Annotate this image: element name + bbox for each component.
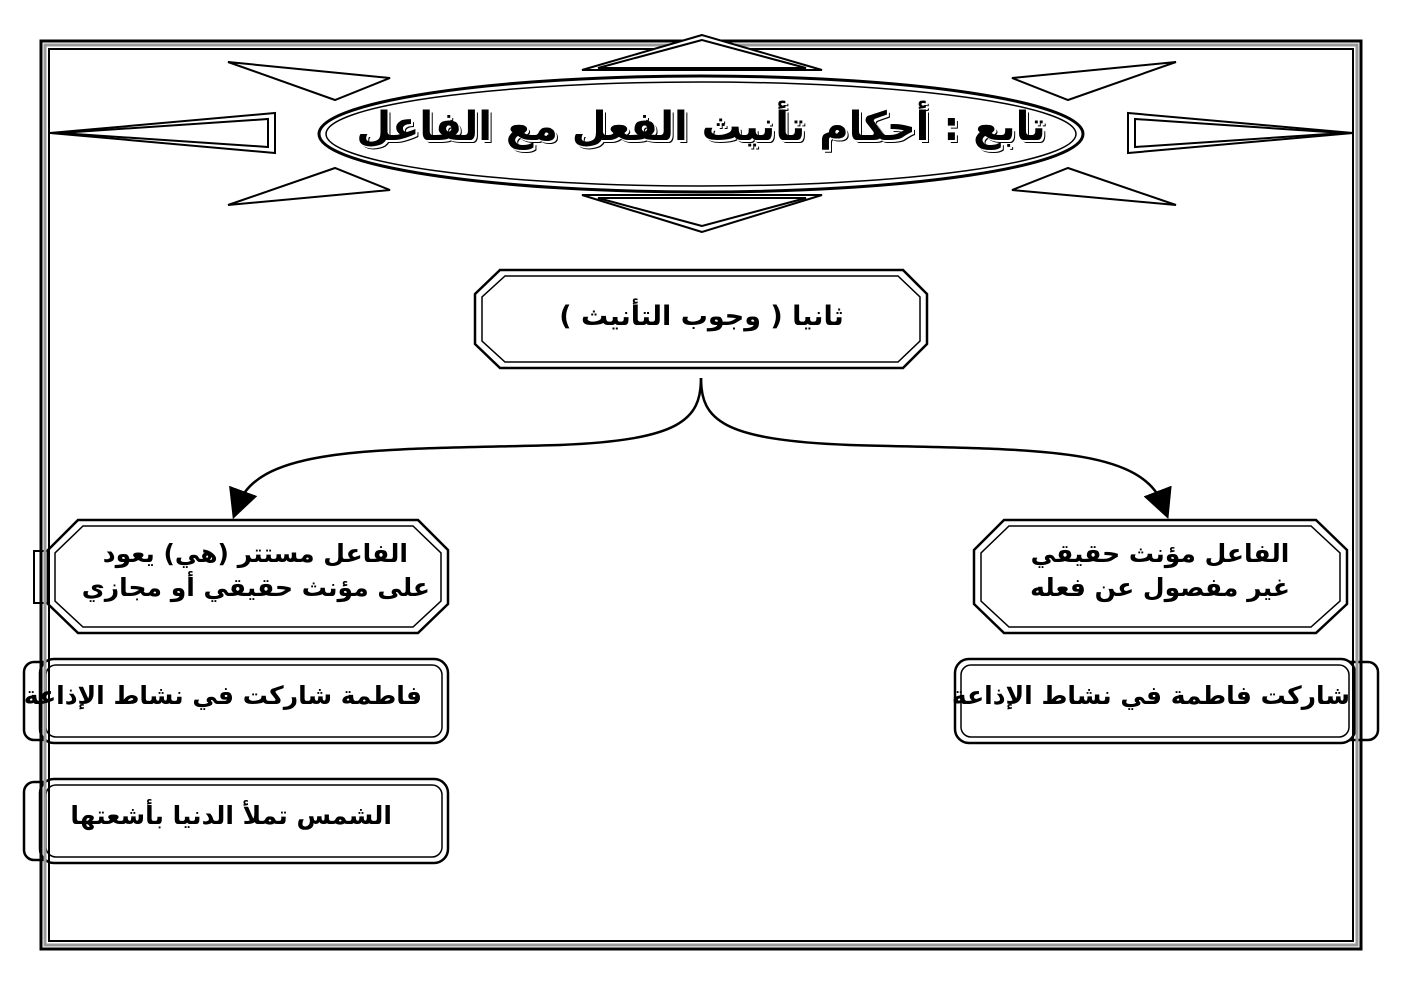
branch-connectors: [238, 378, 1163, 505]
page-title: تابع : أحكام تأنيث الفعل مع الفاعل: [356, 104, 1046, 150]
left-condition-text: [60, 537, 430, 605]
left-condition-line-1: الفاعل مستتر (هي) يعود: [102, 539, 408, 568]
left-example-text-2: الشمس تملأ الدنيا بأشعتها: [70, 801, 392, 830]
left-example-text-1: فاطمة شاركت في نشاط الإذاعة: [23, 681, 422, 710]
right-condition-line-1: الفاعل مؤنث حقيقي: [1030, 539, 1290, 568]
left-condition-line-2: على مؤنث حقيقي أو مجازي: [81, 573, 430, 602]
right-condition-text: [990, 537, 1330, 605]
right-condition-line-2: غير مفصول عن فعله: [1030, 573, 1290, 602]
right-example-text: شاركت فاطمة في نشاط الإذاعة: [951, 681, 1350, 710]
section-heading: ثانيا ( وجوب التأنيث ): [559, 301, 844, 332]
